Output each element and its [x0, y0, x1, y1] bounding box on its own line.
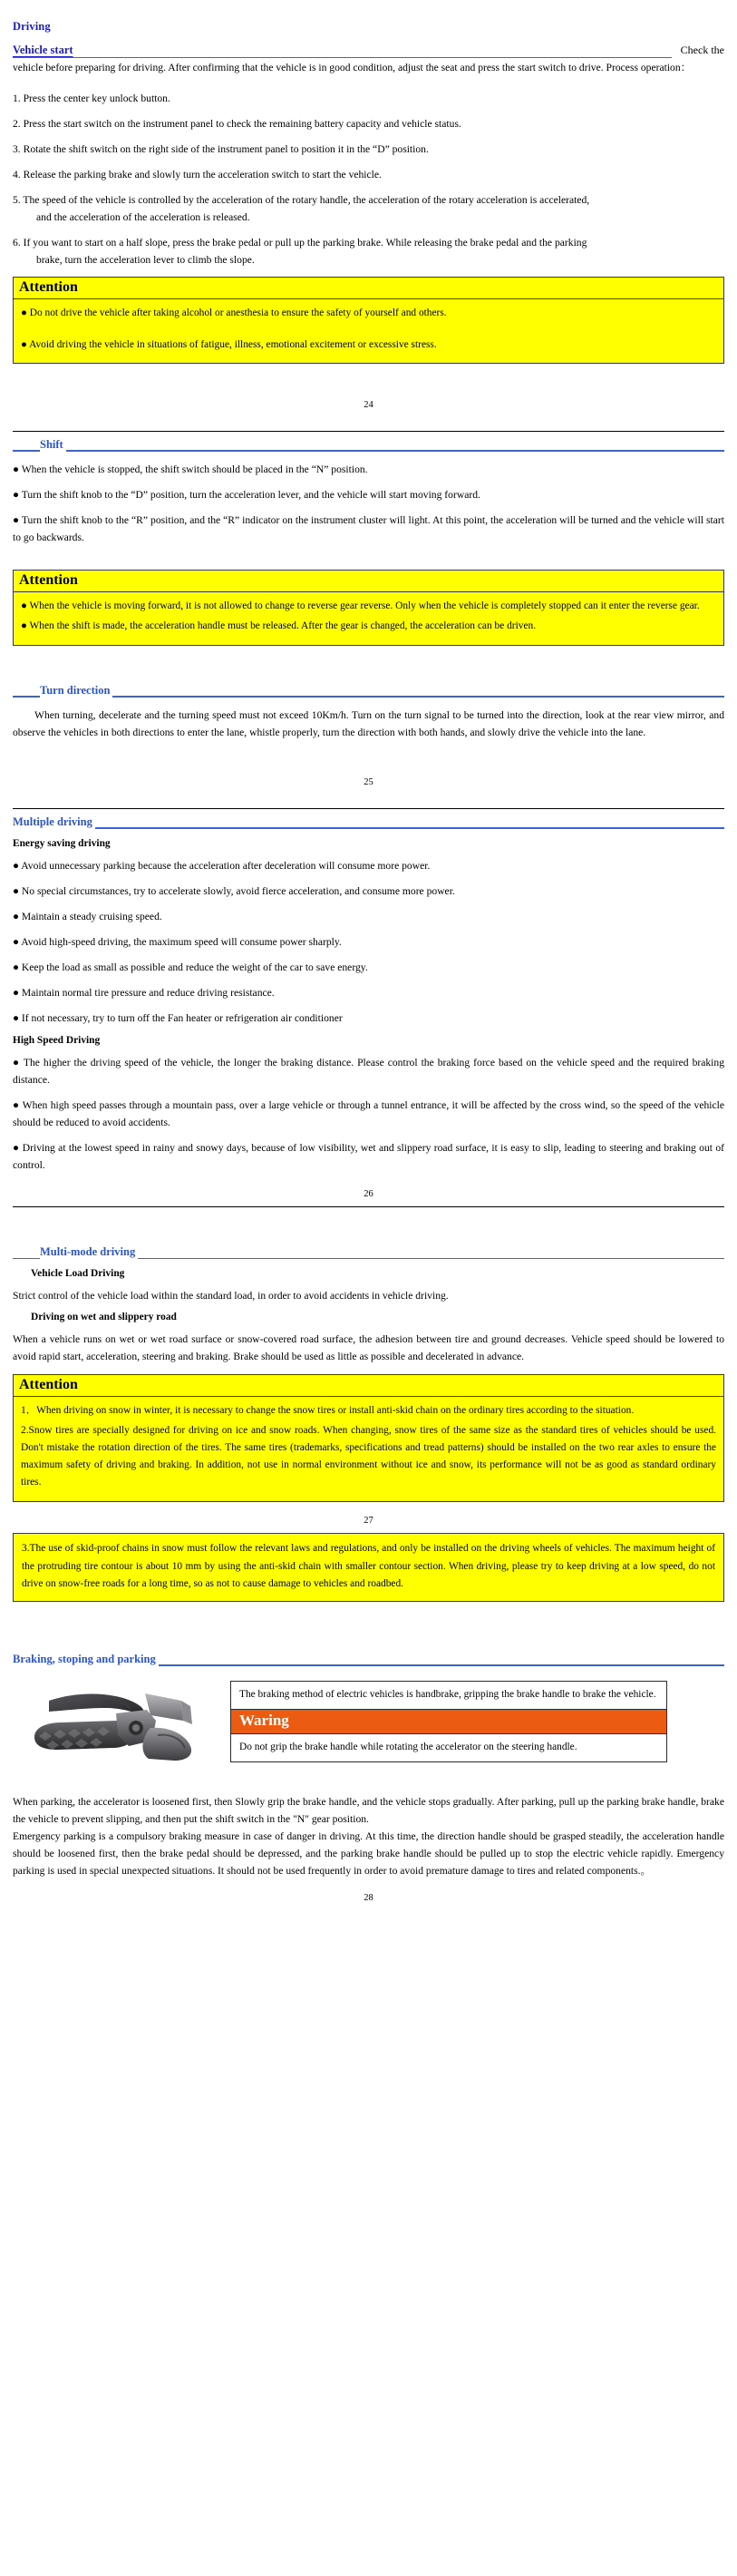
attention-line: 1．When driving on snow in winter, it is necessary to change the snow tires or install anti-skid chain on the ordinary tires according to the situation. — [21, 1405, 635, 1417]
step-4-text: Release the parking brake and slowly turn the acceleration switch to start the vehicle. — [23, 169, 382, 181]
energy-bullet: ● Maintain normal tire pressure and reduce driving resistance. — [13, 987, 275, 999]
attention-title: Attention — [14, 1375, 723, 1397]
shift-heading-block — [13, 436, 724, 452]
braking-method-text: The braking method of electric vehicles is handbrake, gripping the brake handle to brake the vehicle. — [239, 1688, 656, 1700]
step-4: 4. — [13, 169, 21, 181]
braking-paragraph: When parking, the accelerator is loosened first, then Slowly grip the brake handle, and the vehicle stops gradually. After parking, pull up the parking brake handle, brake the vehicle to prevent slipping, and then put the shift switch in the "N" gear position. — [13, 1795, 724, 1825]
step-5: 5. — [13, 194, 21, 206]
wet-road-text: When a vehicle runs on wet or wet road surface or snow-covered road surface, the adhesion between tire and ground decreases. Vehicle speed should be lowered to avoid rapid start, acceleration, steering and braking. Brake should be used as little as possible and decelerated in advance. — [13, 1333, 724, 1363]
shift-heading: Shift — [40, 438, 66, 452]
list-item — [13, 90, 724, 107]
high-speed-bullet: ● The higher the driving speed of the vehicle, the longer the braking distance. Please control the braking force based on the vehicle speed and the required braking distance. — [13, 1057, 724, 1086]
wet-road-subhead: Driving on wet and slippery road — [31, 1312, 177, 1323]
list-item — [13, 166, 724, 183]
turn-direction-paragraph: When turning, decelerate and the turning speed must not exceed 10Km/h. Turn on the turn signal to be turned into the direction, look at the rear view mirror, and observe the vehicles in both directions to enter the lane, whistle properly, turn the direction with both hands, and slowly drive the vehicle into the lane. — [13, 709, 724, 738]
attention-line: ● Do not drive the vehicle after taking alcohol or anesthesia to ensure the safety of yourself and others. — [21, 307, 447, 318]
shift-bullet: ● Turn the shift knob to the “R” position, and the “R” indicator on the instrument cluster will light. At this point, the acceleration will be turned and the vehicle will start to go backwards. — [13, 514, 724, 543]
attention-title: Attention — [14, 571, 723, 592]
vehicle-load-text: Strict control of the vehicle load within the standard load, in order to avoid accidents in vehicle driving. — [13, 1290, 449, 1303]
attention-continued-line: 3.The use of skid-proof chains in snow must follow the relevant laws and regulations, and only be installed on the driving wheels of vehicles. The maximum height of the protruding tire contour is about 10 mm by using the anti-skid chain with smaller contour section. When driving, please try to keep driving at a low speed, do not drive on snow-free roads for a long time, so as not to cause damage to vehicles and roadbed. — [22, 1543, 715, 1590]
attention-line: 2.Snow tires are specially designed for driving on ice and snow roads. When changing, snow tires of the same size as the standard tires of vehicles should be used. Don't mistake the rotation direction of the tires. The same tires (trademarks, specifications and tread patterns) should be installed on the two rear axles to ensure the maximum safety of driving and braking. In addition, not use in normal environment without ice and snow, its performance will not be as good as standard ordinary tires. — [21, 1425, 716, 1488]
energy-bullet: ● Maintain a steady cruising speed. — [13, 911, 162, 922]
warning-text: Do not grip the brake handle while rotating the accelerator on the steering handle. — [239, 1741, 577, 1752]
energy-bullet: ● Avoid unnecessary parking because the acceleration after deceleration will consume more power. — [13, 860, 431, 872]
braking-heading: Braking, stoping and parking — [13, 1653, 159, 1666]
page-number-24: 24 — [364, 400, 373, 410]
braking-body-text — [13, 1793, 724, 1879]
step-5-text: The speed of the vehicle is controlled by the acceleration of the rotary handle, the acceleration of the rotary acceleration is accelerated, — [23, 194, 590, 206]
step-1-text: Press the center key unlock button. — [23, 93, 170, 104]
energy-saving-subhead: Energy saving driving — [13, 838, 111, 849]
brake-handle-photo — [22, 1681, 203, 1770]
page-number-26: 26 — [364, 1189, 373, 1199]
heading-rule — [13, 57, 672, 58]
step-2-text: Press the start switch on the instrument panel to check the remaining battery capacity and vehicle status. — [23, 118, 461, 130]
step-6: 6. — [13, 237, 21, 249]
vehicle-start-heading-tail: Check the — [680, 44, 724, 56]
energy-bullet: ● No special circumstances, try to accelerate slowly, avoid fierce acceleration, and consume more power. — [13, 885, 455, 897]
step-6-text: If you want to start on a half slope, press the brake pedal or pull up the parking brake. While releasing the brake pedal and the parking — [23, 237, 587, 249]
vehicle-load-subhead: Vehicle Load Driving — [31, 1268, 125, 1280]
multiple-driving-heading-block — [13, 814, 724, 829]
list-item — [13, 115, 724, 132]
vehicle-start-heading-row — [13, 41, 724, 59]
attention-box-vehicle-start — [13, 277, 724, 364]
braking-heading-block — [13, 1651, 724, 1666]
braking-illustration-row — [13, 1681, 724, 1770]
braking-paragraph: Emergency parking is a compulsory braking measure in case of danger in driving. At this time, the direction handle should be grasped steadily, the acceleration handle should be loosened first, then the brake pedal should be depressed, and the parking brake handle should be pulled up to stop the electric vehicle rapidly. Emergency parking is used in special unexpected situations. It should not be used frequently in order to avoid premature damage to tires and related components.。 — [13, 1830, 724, 1877]
vehicle-start-intro: vehicle before preparing for driving. After confirming that the vehicle is in good condition, adjust the seat and press the start switch to drive. Process operation： — [13, 62, 692, 73]
shift-bullet: ● Turn the shift knob to the “D” position, turn the acceleration lever, and the vehicle will start moving forward. — [13, 489, 480, 501]
heading-rule — [13, 450, 724, 452]
high-speed-bullet: ● Driving at the lowest speed in rainy and snowy days, because of low visibility, wet and slippery road surface, it is easy to slip, leading to steering and braking out of control. — [13, 1142, 724, 1171]
attention-title: Attention — [14, 278, 723, 299]
attention-box-multi-mode — [13, 1374, 724, 1502]
attention-box-continued — [13, 1533, 724, 1602]
list-item — [13, 191, 724, 226]
document-page — [0, 20, 737, 1917]
high-speed-bullet: ● When high speed passes through a mountain pass, over a large vehicle or through a tunnel entrance, it will be affected by the cross wind, so the speed of the vehicle should be reduced to avoid accidents. — [13, 1099, 724, 1128]
energy-bullet: ● If not necessary, try to turn off the Fan heater or refrigeration air conditioner — [13, 1012, 343, 1024]
step-2: 2. — [13, 118, 21, 130]
top-rule — [13, 431, 724, 432]
step-3: 3. — [13, 143, 21, 155]
energy-bullet: ● Keep the load as small as possible and reduce the weight of the car to save energy. — [13, 961, 368, 973]
step-3-text: Rotate the shift switch on the right side of the instrument panel to position it in the “D” position. — [23, 143, 429, 155]
page-number-25: 25 — [364, 777, 373, 787]
list-item — [13, 141, 724, 158]
high-speed-subhead: High Speed Driving — [13, 1035, 101, 1046]
page-number-27: 27 — [364, 1516, 373, 1527]
attention-line: ● When the vehicle is moving forward, it is not allowed to change to reverse gear reverse. Only when the vehicle is completely stopped can it enter the reverse gear. — [21, 600, 700, 611]
list-item — [13, 234, 724, 268]
page-title: Driving — [13, 20, 51, 33]
attention-box-shift — [13, 570, 724, 646]
energy-bullet: ● Avoid high-speed driving, the maximum speed will consume power sharply. — [13, 936, 342, 948]
attention-body — [14, 299, 723, 363]
turn-direction-heading-block — [13, 682, 724, 698]
braking-info-box — [230, 1681, 667, 1762]
step-6-continued: brake, turn the acceleration lever to climb the slope. — [36, 254, 255, 266]
heading-rule — [13, 696, 724, 698]
multi-mode-heading: Multi-mode driving — [40, 1245, 138, 1259]
vehicle-start-heading: Vehicle start — [13, 44, 73, 56]
attention-body — [14, 592, 723, 645]
attention-line: ● Avoid driving the vehicle in situations of fatigue, illness, emotional excitement or excessive stress. — [21, 339, 437, 350]
shift-bullet: ● When the vehicle is stopped, the shift switch should be placed in the “N” position. — [13, 463, 368, 475]
page-number-28: 28 — [364, 1892, 373, 1903]
step-1: 1. — [13, 93, 21, 104]
turn-direction-heading: Turn direction — [40, 684, 112, 698]
multi-mode-heading-block — [13, 1244, 724, 1259]
top-rule — [13, 808, 724, 809]
attention-line: ● When the shift is made, the acceleration handle must be released. After the gear is changed, the acceleration can be driven. — [21, 620, 537, 631]
step-5-continued: and the acceleration of the acceleration is released. — [36, 211, 250, 223]
warning-title: Waring — [231, 1709, 666, 1734]
multiple-driving-heading: Multiple driving — [13, 815, 95, 829]
attention-body — [14, 1397, 723, 1501]
heading-rule — [13, 827, 724, 829]
